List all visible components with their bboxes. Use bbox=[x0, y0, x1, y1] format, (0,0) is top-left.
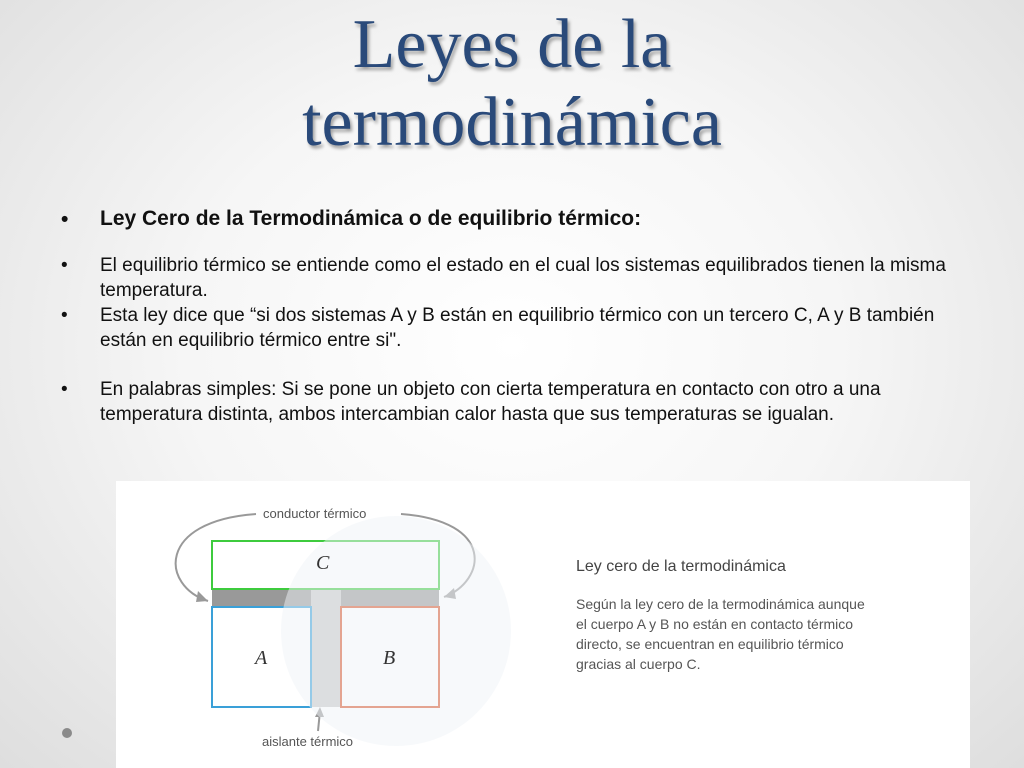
bullet-list bbox=[58, 206, 958, 427]
watermark-circle bbox=[281, 516, 511, 746]
bullet-item-3 bbox=[58, 377, 958, 427]
label-box-c: C bbox=[316, 552, 330, 574]
bullet-text-1: El equilibrio térmico se entiende como el estado en el cual los sistemas equilibrados tienen la misma temperatura. bbox=[100, 255, 946, 301]
label-box-b: B bbox=[383, 647, 396, 669]
bullet-icon: • bbox=[61, 305, 68, 326]
bullet-heading bbox=[58, 206, 958, 231]
title-line-1: Leyes de la bbox=[352, 6, 672, 83]
label-conductor: conductor térmico bbox=[263, 506, 367, 521]
label-aislante: aislante térmico bbox=[262, 734, 354, 749]
caption-title: Ley cero de la termodinámica bbox=[576, 558, 786, 575]
bullet-item-2 bbox=[58, 303, 958, 353]
slide-title bbox=[0, 6, 1024, 162]
bullet-text-2: Esta ley dice que “si dos sistemas A y B están en equilibrio térmico con un tercero C, A y B también están en equilibrio térmico entre si". bbox=[100, 305, 935, 351]
bullet-text-3: En palabras simples: Si se pone un objeto con cierta temperatura en contacto con otro a una temperatura distinta, ambos intercambian calor hasta que sus temperaturas se igualan. bbox=[100, 379, 881, 425]
bullet-icon: • bbox=[61, 255, 68, 276]
heading-text: Ley Cero de la Termodinámica o de equilibrio térmico: bbox=[100, 207, 642, 230]
bottom-bullet-icon bbox=[62, 728, 72, 738]
bullet-icon: • bbox=[61, 379, 68, 400]
bullet-item-1 bbox=[58, 253, 958, 303]
thermal-equilibrium-figure bbox=[116, 481, 970, 768]
caption-text: Según la ley cero de la termodinámica aunque el cuerpo A y B no están en contacto térmico directo, se encuentran en equilibrio térmico gracias al cuerpo C. bbox=[576, 596, 865, 672]
left-arrowhead bbox=[196, 591, 208, 602]
label-box-a: A bbox=[255, 647, 268, 669]
bullet-icon: • bbox=[61, 208, 69, 231]
title-line-2: termodinámica bbox=[302, 84, 722, 161]
